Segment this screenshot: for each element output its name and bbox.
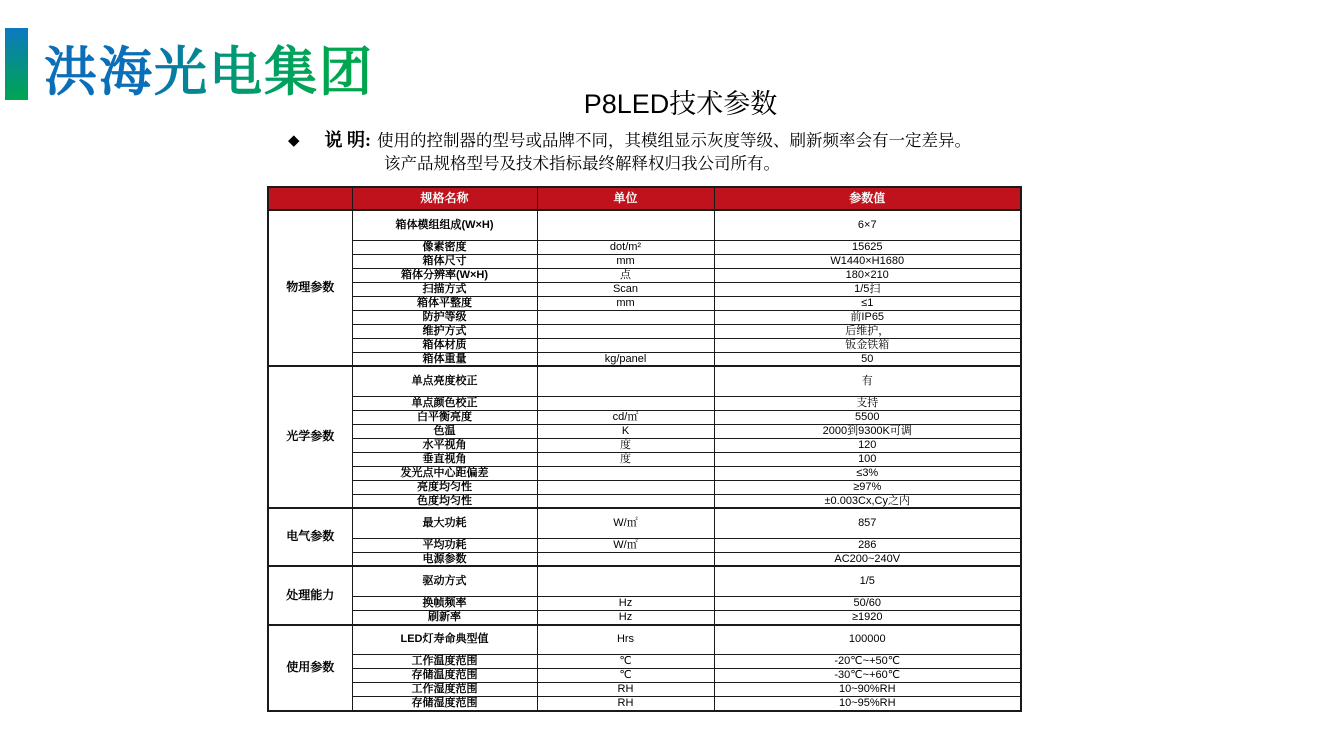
table-row: [268, 210, 1021, 240]
note-label: 说 明:: [324, 130, 372, 150]
spec-unit-cell: ℃: [537, 655, 714, 669]
category-cell: 使用参数: [268, 625, 352, 711]
spec-value-cell: 10~90%RH: [714, 683, 1021, 697]
spec-unit-cell: RH: [537, 697, 714, 711]
spec-value-cell: 857: [714, 508, 1021, 538]
table-row: [268, 508, 1021, 538]
spec-name-cell: 存储温度范围: [352, 669, 537, 683]
spec-name-cell: 亮度均匀性: [352, 480, 537, 494]
spec-value-cell: 钣金铁箱: [714, 338, 1021, 352]
spec-value-cell: 120: [714, 438, 1021, 452]
spec-value-cell: ≤1: [714, 296, 1021, 310]
spec-name-cell: 色度均匀性: [352, 494, 537, 508]
spec-value-cell: 有: [714, 366, 1021, 396]
company-logo: 洪海光电集团: [44, 30, 374, 106]
spec-value-cell: 50/60: [714, 596, 1021, 610]
spec-value-cell: 50: [714, 352, 1021, 366]
spec-name-cell: 发光点中心距偏差: [352, 466, 537, 480]
table-row: [268, 683, 1021, 697]
spec-table: [267, 186, 1022, 712]
spec-unit-cell: [537, 366, 714, 396]
header-category-cell: [268, 187, 352, 210]
spec-unit-cell: [537, 480, 714, 494]
spec-unit-cell: W/㎡: [537, 538, 714, 552]
spec-value-cell: 100000: [714, 625, 1021, 655]
spec-value-cell: 100: [714, 452, 1021, 466]
note-line-2: 该产品规格型号及技术指标最终解释权归我公司所有。: [384, 154, 781, 173]
spec-name-cell: 扫描方式: [352, 282, 537, 296]
spec-unit-cell: ℃: [537, 669, 714, 683]
table-row: [268, 338, 1021, 352]
spec-unit-cell: Hz: [537, 596, 714, 610]
table-row: [268, 669, 1021, 683]
spec-value-cell: AC200~240V: [714, 552, 1021, 566]
spec-unit-cell: W/㎡: [537, 508, 714, 538]
spec-name-cell: 箱体重量: [352, 352, 537, 366]
spec-name-cell: 箱体材质: [352, 338, 537, 352]
table-row: [268, 240, 1021, 254]
spec-name-cell: 工作温度范围: [352, 655, 537, 669]
spec-unit-cell: [537, 210, 714, 240]
diamond-bullet-icon: ◆: [288, 132, 300, 149]
table-row: [268, 566, 1021, 596]
table-row: [268, 396, 1021, 410]
spec-unit-cell: dot/m²: [537, 240, 714, 254]
spec-value-cell: 1/5扫: [714, 282, 1021, 296]
spec-unit-cell: cd/㎡: [537, 410, 714, 424]
table-row: [268, 254, 1021, 268]
spec-name-cell: 箱体模组组成(W×H): [352, 210, 537, 240]
spec-value-cell: 1/5: [714, 566, 1021, 596]
table-row: [268, 366, 1021, 396]
spec-value-cell: 后维护，: [714, 324, 1021, 338]
table-header-row: [268, 187, 1021, 210]
spec-name-cell: 维护方式: [352, 324, 537, 338]
spec-name-cell: 防护等级: [352, 310, 537, 324]
spec-unit-cell: K: [537, 424, 714, 438]
spec-value-cell: 15625: [714, 240, 1021, 254]
spec-name-cell: 平均功耗: [352, 538, 537, 552]
table-row: [268, 552, 1021, 566]
spec-unit-cell: Hrs: [537, 625, 714, 655]
spec-name-cell: 垂直视角: [352, 452, 537, 466]
table-row: [268, 438, 1021, 452]
spec-value-cell: 6×7: [714, 210, 1021, 240]
spec-name-cell: 电源参数: [352, 552, 537, 566]
header-unit: 单位: [537, 187, 714, 210]
spec-unit-cell: [537, 566, 714, 596]
spec-unit-cell: [537, 466, 714, 480]
spec-name-cell: 水平视角: [352, 438, 537, 452]
spec-unit-cell: [537, 338, 714, 352]
spec-value-cell: 180×210: [714, 268, 1021, 282]
table-row: [268, 596, 1021, 610]
spec-name-cell: 最大功耗: [352, 508, 537, 538]
spec-name-cell: 像素密度: [352, 240, 537, 254]
spec-unit-cell: [537, 396, 714, 410]
spec-name-cell: 刷新率: [352, 610, 537, 624]
spec-name-cell: 色温: [352, 424, 537, 438]
category-cell: 光学参数: [268, 366, 352, 508]
note-line-1: 使用的控制器的型号或品牌不同，其模组显示灰度等级、刷新频率会有一定差异。: [377, 131, 972, 150]
spec-unit-cell: kg/panel: [537, 352, 714, 366]
spec-unit-cell: RH: [537, 683, 714, 697]
spec-value-cell: 支持: [714, 396, 1021, 410]
table-row: [268, 452, 1021, 466]
spec-name-cell: 存储湿度范围: [352, 697, 537, 711]
table-row: [268, 610, 1021, 624]
table-row: [268, 494, 1021, 508]
table-row: [268, 324, 1021, 338]
spec-unit-cell: [537, 310, 714, 324]
spec-name-cell: 驱动方式: [352, 566, 537, 596]
table-row: [268, 466, 1021, 480]
spec-unit-cell: 度: [537, 452, 714, 466]
spec-unit-cell: [537, 494, 714, 508]
table-row: [268, 296, 1021, 310]
table-row: [268, 538, 1021, 552]
page-title: P8LED技术参数: [583, 89, 778, 119]
table-row: [268, 310, 1021, 324]
table-row: [268, 410, 1021, 424]
spec-name-cell: LED灯寿命典型值: [352, 625, 537, 655]
spec-unit-cell: 点: [537, 268, 714, 282]
spec-value-cell: W1440×H1680: [714, 254, 1021, 268]
note-text: [377, 129, 971, 175]
spec-name-cell: 箱体尺寸: [352, 254, 537, 268]
note: [288, 129, 971, 175]
spec-name-cell: 工作湿度范围: [352, 683, 537, 697]
spec-name-cell: 单点颜色校正: [352, 396, 537, 410]
table-row: [268, 480, 1021, 494]
header-spec-name: 规格名称: [352, 187, 537, 210]
spec-unit-cell: Scan: [537, 282, 714, 296]
spec-name-cell: 箱体分辨率(W×H): [352, 268, 537, 282]
spec-value-cell: -30℃~+60℃: [714, 669, 1021, 683]
spec-unit-cell: [537, 324, 714, 338]
spec-value-cell: ≥1920: [714, 610, 1021, 624]
spec-value-cell: 286: [714, 538, 1021, 552]
spec-value-cell: -20℃~+50℃: [714, 655, 1021, 669]
spec-unit-cell: [537, 552, 714, 566]
category-cell: 电气参数: [268, 508, 352, 566]
category-cell: 处理能力: [268, 566, 352, 624]
table-row: [268, 697, 1021, 711]
category-cell: 物理参数: [268, 210, 352, 366]
spec-name-cell: 箱体平整度: [352, 296, 537, 310]
table-row: [268, 424, 1021, 438]
spec-unit-cell: mm: [537, 254, 714, 268]
spec-unit-cell: 度: [537, 438, 714, 452]
spec-value-cell: ≥97%: [714, 480, 1021, 494]
spec-name-cell: 换帧频率: [352, 596, 537, 610]
table-row: [268, 352, 1021, 366]
spec-unit-cell: mm: [537, 296, 714, 310]
spec-value-cell: 5500: [714, 410, 1021, 424]
table-row: [268, 655, 1021, 669]
spec-value-cell: 2000到9300K可调: [714, 424, 1021, 438]
spec-value-cell: 前IP65: [714, 310, 1021, 324]
spec-value-cell: ±0.003Cx,Cy之内: [714, 494, 1021, 508]
spec-value-cell: ≤3%: [714, 466, 1021, 480]
header-value: 参数值: [714, 187, 1021, 210]
table-row: [268, 282, 1021, 296]
table-row: [268, 625, 1021, 655]
table-row: [268, 268, 1021, 282]
spec-name-cell: 单点亮度校正: [352, 366, 537, 396]
spec-value-cell: 10~95%RH: [714, 697, 1021, 711]
spec-unit-cell: Hz: [537, 610, 714, 624]
spec-name-cell: 白平衡亮度: [352, 410, 537, 424]
